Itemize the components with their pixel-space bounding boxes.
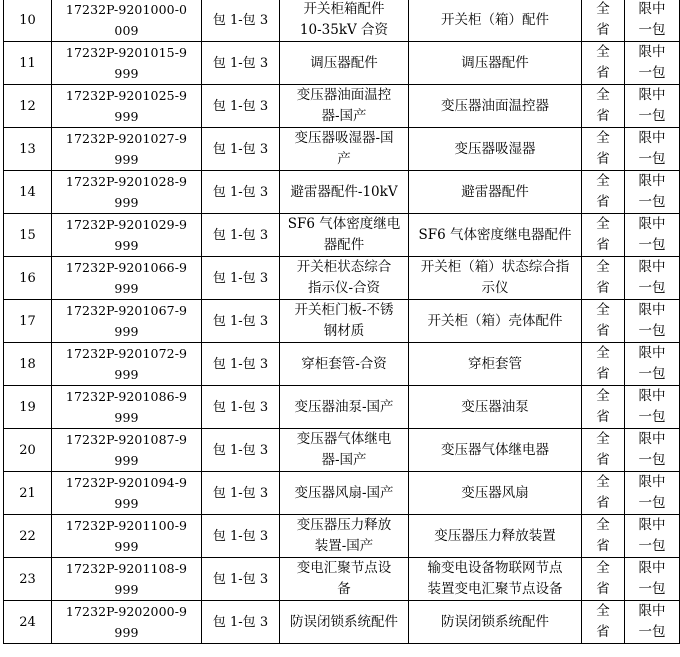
cell-row-number: 19 (4, 386, 52, 429)
cell-row-number: 18 (4, 343, 52, 386)
cell-award-limit-line: 一包 (638, 151, 666, 167)
cell-material-code-line: 999 (114, 66, 139, 81)
cell-coverage-area (582, 85, 625, 128)
cell-item-category-line: 开关柜（箱）配件 (441, 11, 549, 28)
cell-award-limit-line: 一包 (638, 581, 666, 597)
cell-item-category-line: 防误闭锁系统配件 (441, 613, 549, 630)
cell-coverage-area-line: 全 (596, 216, 610, 232)
cell-item-name-line: 穿柜套管-合资 (301, 355, 387, 372)
cell-item-name-line: 调压器配件 (310, 54, 378, 71)
cell-item-category (409, 42, 582, 85)
cell-material-code-line: 999 (114, 195, 139, 210)
cell-item-category (409, 214, 582, 257)
cell-item-name-line: 产 (337, 151, 351, 167)
cell-material-code-line: 17232P-9201087-9 (65, 432, 188, 447)
cell-coverage-area (582, 300, 625, 343)
cell-package-range: 包 1-包 3 (202, 42, 280, 85)
cell-material-code (52, 429, 202, 472)
cell-material-code-line: 17232P-9201072-9 (65, 346, 188, 361)
cell-material-code (52, 0, 202, 42)
cell-item-name (280, 300, 409, 343)
cell-material-code-line: 17232P-9201015-9 (65, 45, 188, 60)
cell-item-name-line: 变压器压力释放 (296, 517, 392, 533)
cell-item-name (280, 171, 409, 214)
cell-coverage-area (582, 343, 625, 386)
cell-item-name-line: 变压器吸湿器-国 (294, 130, 394, 146)
cell-coverage-area-line: 全 (596, 603, 610, 619)
cell-coverage-area-line: 全 (596, 259, 610, 275)
cell-item-name (280, 0, 409, 42)
cell-award-limit (625, 85, 680, 128)
cell-row-number: 21 (4, 472, 52, 515)
cell-package-range: 包 1-包 3 (202, 472, 280, 515)
cell-item-category (409, 472, 582, 515)
cell-award-limit-line: 限中 (638, 173, 666, 189)
cell-item-name-line: 防误闭锁系统配件 (290, 613, 398, 630)
cell-row-number: 13 (4, 128, 52, 171)
cell-package-range: 包 1-包 3 (202, 85, 280, 128)
cell-item-category-line: 变压器气体继电器 (441, 441, 549, 458)
cell-material-code-line: 009 (114, 23, 139, 38)
table-row (4, 343, 680, 386)
cell-item-name-line: 钢材质 (323, 323, 365, 339)
cell-award-limit-line: 一包 (638, 409, 666, 425)
cell-item-category (409, 386, 582, 429)
cell-coverage-area-line: 省 (596, 65, 610, 81)
cell-item-category-line: 调压器配件 (461, 54, 529, 71)
cell-material-code (52, 343, 202, 386)
cell-item-category (409, 558, 582, 601)
cell-award-limit-line: 限中 (638, 130, 666, 146)
cell-material-code-line: 17232P-9201029-9 (65, 217, 188, 232)
cell-material-code-line: 17232P-9202000-9 (65, 604, 188, 619)
table-row (4, 214, 680, 257)
cell-item-category-line: 输变电设备物联网节点 (427, 560, 563, 576)
cell-award-limit-line: 限中 (638, 517, 666, 533)
cell-item-category (409, 429, 582, 472)
cell-material-code (52, 42, 202, 85)
cell-material-code-line: 17232P-9201027-9 (65, 131, 188, 146)
cell-award-limit (625, 214, 680, 257)
cell-coverage-area-line: 全 (596, 517, 610, 533)
cell-award-limit-line: 限中 (638, 1, 666, 17)
cell-package-range: 包 1-包 3 (202, 343, 280, 386)
cell-coverage-area (582, 472, 625, 515)
cell-item-name-line: 变电汇聚节点设 (296, 560, 392, 576)
cell-award-limit-line: 一包 (638, 366, 666, 382)
procurement-table (3, 0, 680, 644)
cell-item-name-line: 避雷器配件-10kV (290, 183, 398, 200)
cell-award-limit-line: 一包 (638, 108, 666, 124)
cell-row-number: 24 (4, 601, 52, 644)
cell-row-number: 10 (4, 0, 52, 42)
cell-coverage-area-line: 省 (596, 194, 610, 210)
cell-material-code-line: 17232P-9201028-9 (65, 174, 188, 189)
cell-coverage-area (582, 558, 625, 601)
cell-award-limit (625, 0, 680, 42)
cell-material-code-line: 999 (114, 367, 139, 382)
cell-award-limit (625, 472, 680, 515)
cell-coverage-area-line: 全 (596, 388, 610, 404)
cell-item-name-line: 器配件 (323, 237, 365, 253)
cell-item-category (409, 515, 582, 558)
cell-coverage-area-line: 全 (596, 44, 610, 60)
cell-material-code (52, 85, 202, 128)
cell-coverage-area (582, 0, 625, 42)
cell-award-limit-line: 限中 (638, 431, 666, 447)
cell-award-limit (625, 558, 680, 601)
cell-row-number: 15 (4, 214, 52, 257)
cell-item-name-line: 变压器气体继电 (296, 431, 392, 447)
cell-award-limit (625, 601, 680, 644)
cell-award-limit-line: 限中 (638, 87, 666, 103)
cell-item-name (280, 429, 409, 472)
cell-coverage-area (582, 386, 625, 429)
cell-award-limit (625, 128, 680, 171)
cell-package-range: 包 1-包 3 (202, 171, 280, 214)
cell-material-code-line: 17232P-9201066-9 (65, 260, 188, 275)
cell-material-code (52, 558, 202, 601)
cell-material-code-line: 17232P-9201108-9 (65, 561, 188, 576)
cell-coverage-area-line: 全 (596, 431, 610, 447)
cell-award-limit-line: 限中 (638, 216, 666, 232)
cell-item-name-line: 指示仪-合资 (307, 280, 381, 296)
cell-material-code-line: 999 (114, 281, 139, 296)
cell-item-category (409, 171, 582, 214)
cell-coverage-area-line: 全 (596, 87, 610, 103)
cell-item-name-line: 10-35kV 合资 (299, 22, 389, 38)
cell-item-category (409, 343, 582, 386)
cell-package-range: 包 1-包 3 (202, 386, 280, 429)
cell-coverage-area-line: 省 (596, 108, 610, 124)
cell-item-category-line: SF6 气体密度继电器配件 (418, 226, 572, 243)
cell-material-code (52, 257, 202, 300)
cell-material-code (52, 386, 202, 429)
cell-coverage-area-line: 全 (596, 1, 610, 17)
cell-material-code-line: 999 (114, 582, 139, 597)
cell-item-name-line: 开关柜状态综合 (296, 259, 392, 275)
cell-package-range: 包 1-包 3 (202, 257, 280, 300)
cell-coverage-area (582, 42, 625, 85)
cell-row-number: 16 (4, 257, 52, 300)
cell-award-limit-line: 限中 (638, 44, 666, 60)
cell-material-code-line: 999 (114, 109, 139, 124)
table-row (4, 128, 680, 171)
cell-award-limit-line: 一包 (638, 323, 666, 339)
cell-coverage-area-line: 省 (596, 581, 610, 597)
cell-item-category (409, 85, 582, 128)
cell-item-category-line: 装置变电汇聚节点设备 (427, 581, 563, 597)
cell-coverage-area-line: 省 (596, 366, 610, 382)
cell-coverage-area-line: 省 (596, 452, 610, 468)
cell-coverage-area (582, 429, 625, 472)
cell-item-category-line: 开关柜（箱）壳体配件 (427, 312, 563, 329)
table-row (4, 558, 680, 601)
cell-item-category-line: 变压器风扇 (461, 484, 529, 501)
cell-item-name (280, 42, 409, 85)
cell-award-limit-line: 限中 (638, 302, 666, 318)
cell-award-limit-line: 限中 (638, 474, 666, 490)
cell-award-limit (625, 429, 680, 472)
cell-package-range: 包 1-包 3 (202, 300, 280, 343)
cell-award-limit-line: 一包 (638, 452, 666, 468)
cell-award-limit-line: 一包 (638, 65, 666, 81)
cell-item-name (280, 515, 409, 558)
cell-award-limit-line: 一包 (638, 280, 666, 296)
cell-material-code-line: 999 (114, 453, 139, 468)
cell-item-name-line: 器-国产 (321, 452, 367, 468)
cell-material-code-line: 17232P-9201067-9 (65, 303, 188, 318)
cell-coverage-area-line: 全 (596, 173, 610, 189)
cell-award-limit-line: 限中 (638, 259, 666, 275)
cell-material-code-line: 17232P-9201000-0 (65, 2, 188, 17)
cell-coverage-area-line: 省 (596, 538, 610, 554)
cell-coverage-area-line: 省 (596, 280, 610, 296)
cell-material-code (52, 515, 202, 558)
cell-material-code (52, 472, 202, 515)
cell-material-code (52, 300, 202, 343)
cell-item-name-line: 备 (337, 581, 351, 597)
cell-item-category-line: 开关柜（箱）状态综合指 (420, 259, 570, 275)
cell-material-code-line: 999 (114, 496, 139, 511)
cell-award-limit-line: 一包 (638, 22, 666, 38)
cell-row-number: 23 (4, 558, 52, 601)
table-row (4, 171, 680, 214)
cell-coverage-area (582, 601, 625, 644)
cell-item-category-line: 变压器油泵 (461, 398, 529, 415)
cell-item-name (280, 343, 409, 386)
table-row (4, 429, 680, 472)
cell-award-limit-line: 一包 (638, 538, 666, 554)
cell-item-name (280, 85, 409, 128)
cell-award-limit-line: 限中 (638, 388, 666, 404)
cell-award-limit (625, 386, 680, 429)
cell-item-name (280, 558, 409, 601)
cell-coverage-area-line: 全 (596, 474, 610, 490)
cell-item-name-line: 开关柜箱配件 (303, 1, 385, 17)
cell-item-category-line: 变压器压力释放装置 (434, 527, 556, 544)
cell-item-name (280, 601, 409, 644)
cell-item-name (280, 257, 409, 300)
table-row (4, 515, 680, 558)
cell-item-name-line: SF6 气体密度继电 (287, 216, 401, 232)
cell-coverage-area-line: 全 (596, 130, 610, 146)
cell-coverage-area-line: 省 (596, 409, 610, 425)
cell-item-category-line: 变压器油面温控器 (441, 97, 549, 114)
cell-item-name-line: 变压器风扇-国产 (294, 484, 394, 501)
cell-coverage-area (582, 257, 625, 300)
table-row (4, 386, 680, 429)
cell-package-range: 包 1-包 3 (202, 558, 280, 601)
cell-award-limit-line: 一包 (638, 495, 666, 511)
cell-item-category (409, 257, 582, 300)
cell-material-code-line: 999 (114, 152, 139, 167)
cell-package-range: 包 1-包 3 (202, 601, 280, 644)
cell-award-limit (625, 343, 680, 386)
cell-coverage-area-line: 省 (596, 323, 610, 339)
cell-coverage-area-line: 全 (596, 302, 610, 318)
cell-item-category (409, 601, 582, 644)
cell-coverage-area-line: 省 (596, 237, 610, 253)
cell-award-limit (625, 515, 680, 558)
cell-item-name-line: 开关柜门板-不锈 (294, 302, 394, 318)
cell-material-code-line: 17232P-9201100-9 (65, 518, 188, 533)
cell-material-code-line: 999 (114, 625, 139, 640)
cell-coverage-area (582, 214, 625, 257)
cell-item-name (280, 128, 409, 171)
cell-coverage-area-line: 省 (596, 22, 610, 38)
cell-award-limit-line: 一包 (638, 624, 666, 640)
cell-row-number: 20 (4, 429, 52, 472)
cell-coverage-area-line: 省 (596, 495, 610, 511)
cell-award-limit-line: 限中 (638, 345, 666, 361)
cell-package-range: 包 1-包 3 (202, 515, 280, 558)
cell-item-name-line: 器-国产 (321, 108, 367, 124)
cell-row-number: 11 (4, 42, 52, 85)
cell-material-code-line: 17232P-9201025-9 (65, 88, 188, 103)
cell-material-code-line: 999 (114, 410, 139, 425)
cell-item-category-line: 避雷器配件 (461, 183, 529, 200)
cell-award-limit (625, 300, 680, 343)
cell-item-category-line: 穿柜套管 (468, 355, 522, 372)
cell-coverage-area-line: 省 (596, 624, 610, 640)
table-row (4, 601, 680, 644)
table-row (4, 472, 680, 515)
cell-package-range: 包 1-包 3 (202, 214, 280, 257)
cell-row-number: 12 (4, 85, 52, 128)
cell-item-category-line: 变压器吸湿器 (454, 140, 536, 157)
table-row (4, 85, 680, 128)
cell-material-code-line: 999 (114, 238, 139, 253)
cell-item-name (280, 386, 409, 429)
cell-item-category (409, 0, 582, 42)
cell-award-limit-line: 一包 (638, 194, 666, 210)
cell-row-number: 17 (4, 300, 52, 343)
cell-award-limit-line: 限中 (638, 603, 666, 619)
cell-item-category (409, 300, 582, 343)
cell-material-code-line: 17232P-9201086-9 (65, 389, 188, 404)
cell-item-category-line: 示仪 (481, 280, 509, 296)
table-row (4, 257, 680, 300)
cell-coverage-area-line: 全 (596, 345, 610, 361)
cell-material-code (52, 128, 202, 171)
cell-item-name-line: 装置-国产 (314, 538, 374, 554)
cell-package-range: 包 1-包 3 (202, 429, 280, 472)
cell-award-limit (625, 257, 680, 300)
table-row (4, 42, 680, 85)
cell-coverage-area-line: 省 (596, 151, 610, 167)
cell-package-range: 包 1-包 3 (202, 0, 280, 42)
cell-item-name (280, 472, 409, 515)
cell-award-limit (625, 171, 680, 214)
cell-material-code (52, 214, 202, 257)
cell-coverage-area (582, 171, 625, 214)
table-row (4, 300, 680, 343)
table-row (4, 0, 680, 42)
cell-award-limit-line: 一包 (638, 237, 666, 253)
cell-item-category (409, 128, 582, 171)
cell-award-limit (625, 42, 680, 85)
cell-material-code-line: 999 (114, 324, 139, 339)
cell-row-number: 14 (4, 171, 52, 214)
cell-material-code (52, 601, 202, 644)
cell-item-name-line: 变压器油面温控 (296, 87, 392, 103)
cell-package-range: 包 1-包 3 (202, 128, 280, 171)
cell-row-number: 22 (4, 515, 52, 558)
cell-item-name (280, 214, 409, 257)
cell-award-limit-line: 限中 (638, 560, 666, 576)
cell-coverage-area (582, 128, 625, 171)
cell-material-code (52, 171, 202, 214)
cell-coverage-area-line: 全 (596, 560, 610, 576)
cell-item-name-line: 变压器油泵-国产 (294, 398, 394, 415)
cell-coverage-area (582, 515, 625, 558)
cell-material-code-line: 17232P-9201094-9 (65, 475, 188, 490)
cell-material-code-line: 999 (114, 539, 139, 554)
